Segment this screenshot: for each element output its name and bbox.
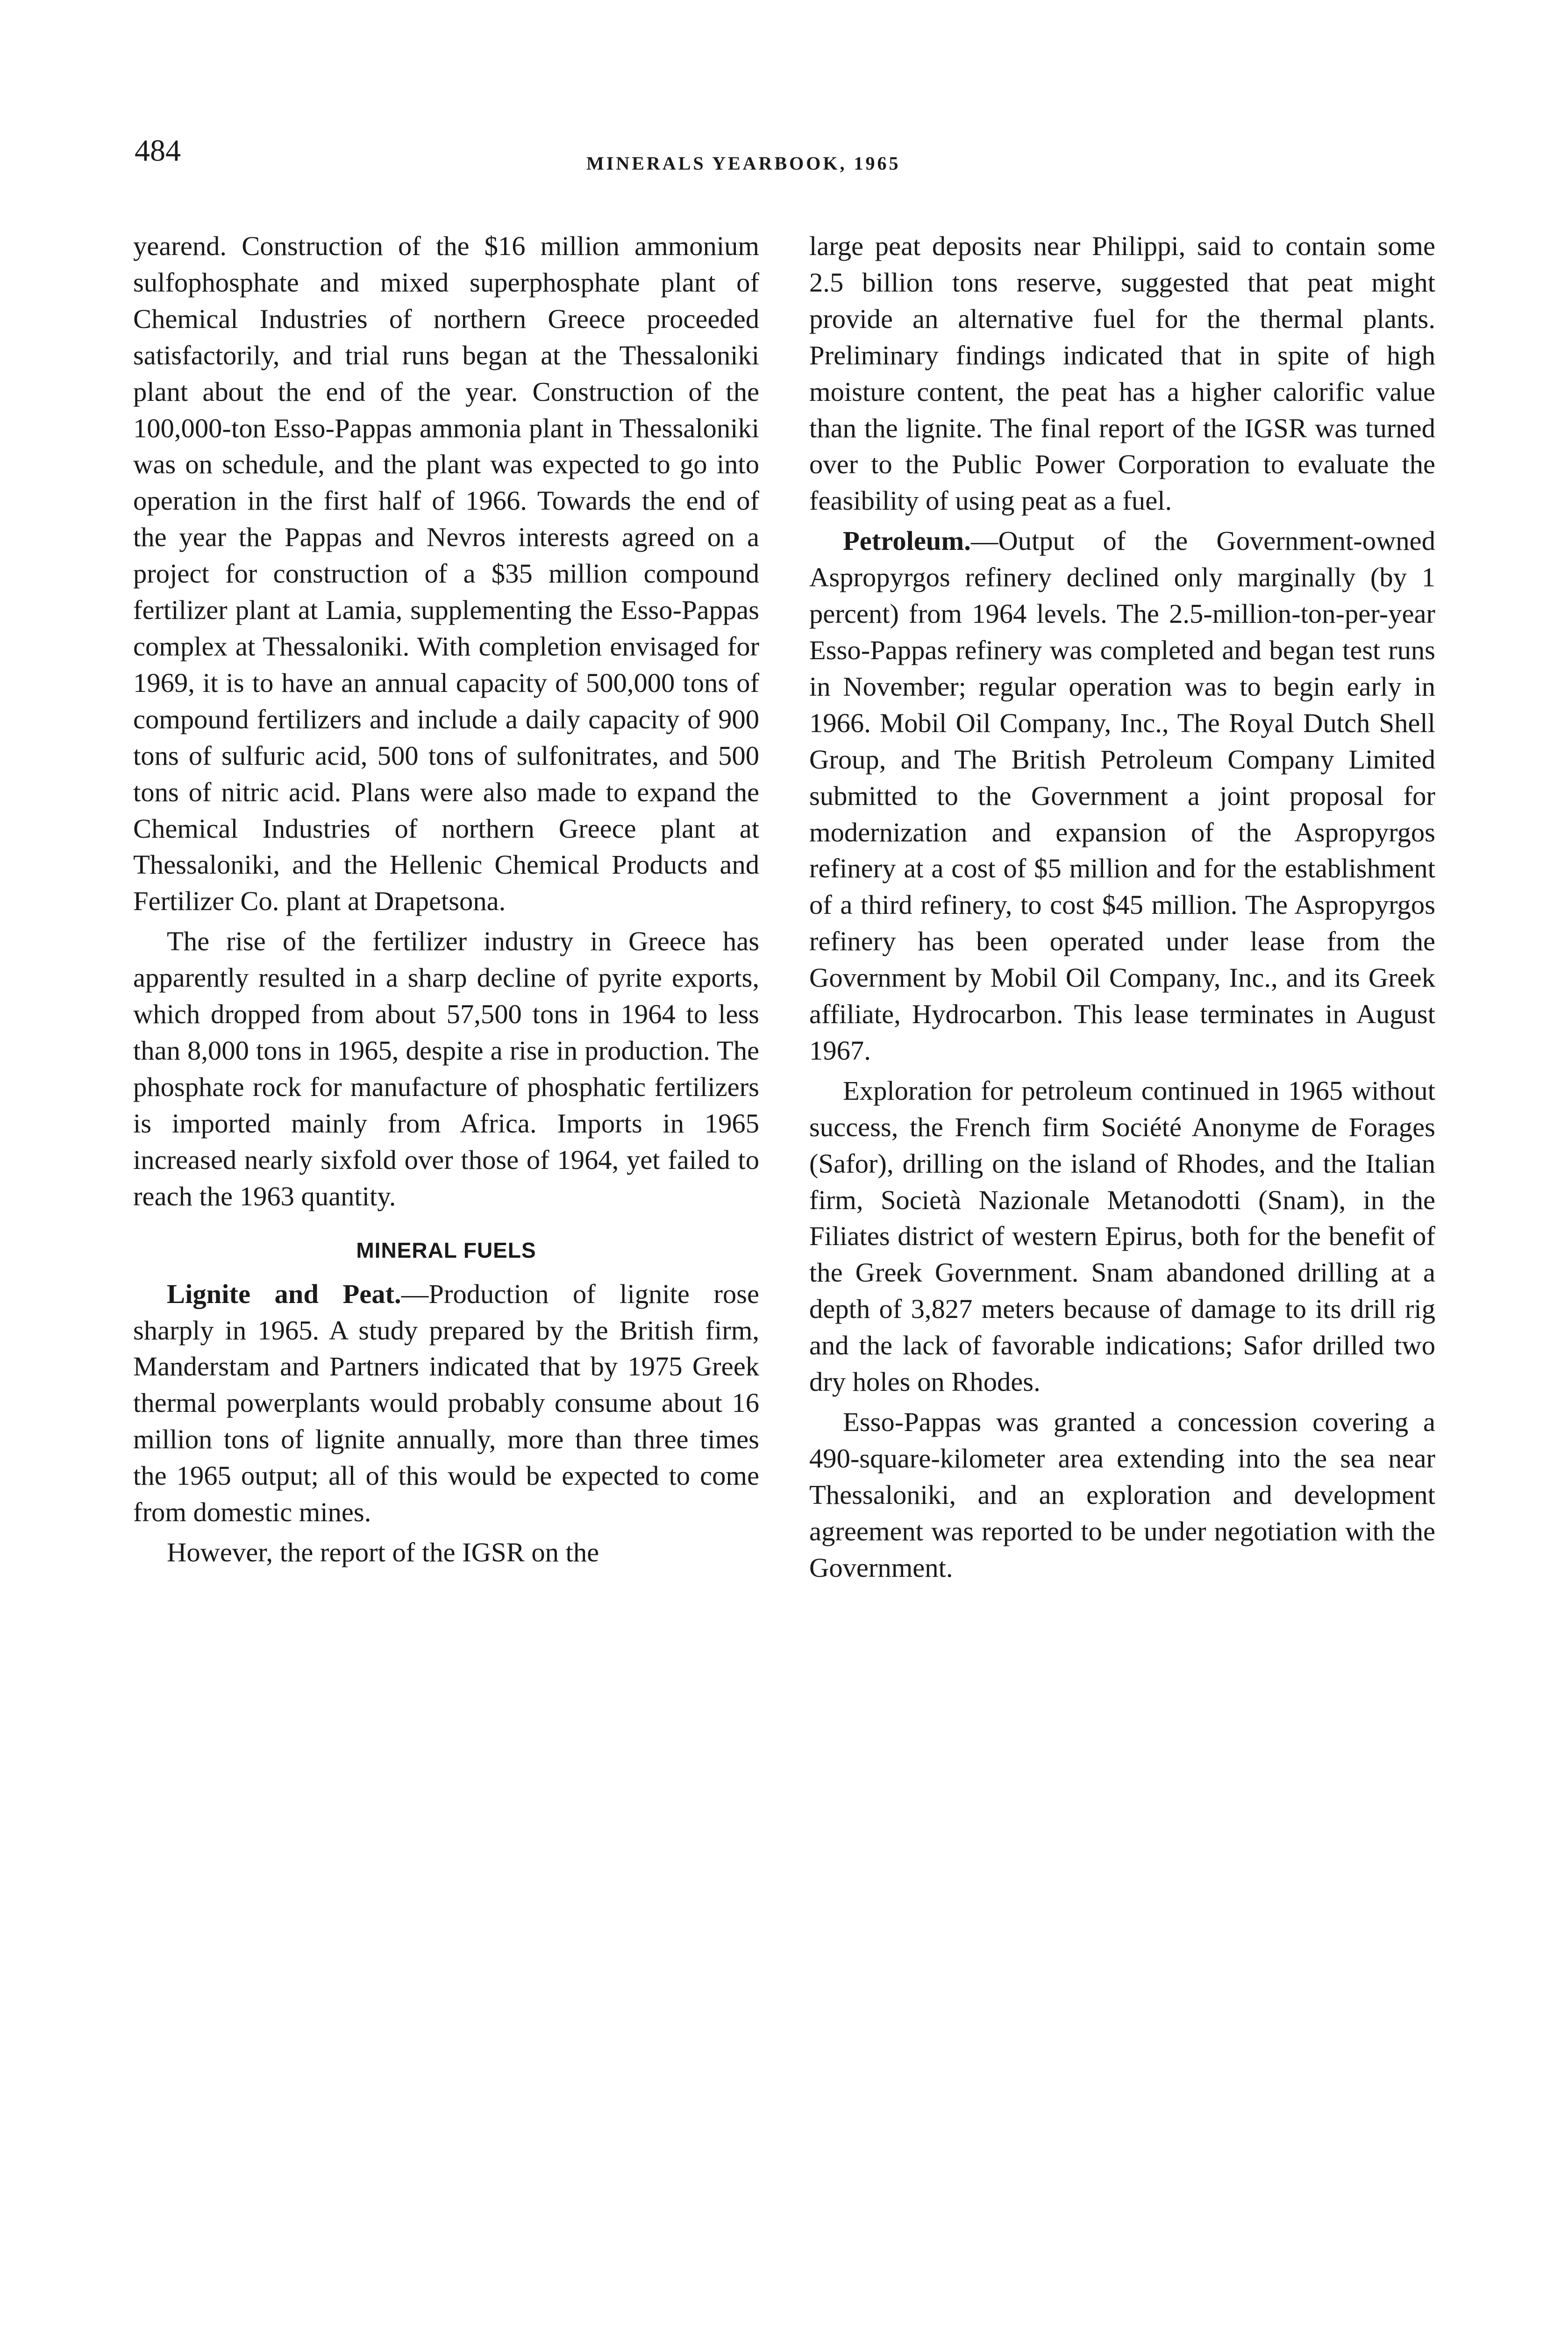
paragraph-esso-pappas-concession: Esso-Pappas was granted a concession covering a 490-square-kilometer area extending into the sea near Thessaloniki, and an exploration and development agreement was reported to be under negotiation with the Government. (809, 1407, 1435, 1583)
right-column (809, 228, 1435, 1586)
paragraph-petroleum-body: —Output of the Government-owned Aspropyrgos refinery declined only marginally (by 1 percent) from 1964 levels. The 2.5-million-ton-per-year Esso-Pappas refinery was completed and began test runs in November; regular operation was to begin early in 1966. Mobil Oil Company, Inc., The Royal Dutch Shell Group, and The British Petroleum Company Limited submitted to the Government a joint proposal for modernization and expansion of the Aspropyrgos refinery at a cost of $5 million and for the establishment of a third refinery, to cost $45 million. The Aspropyrgos refinery has been operated under lease from the Government by Mobil Oil Company, Inc., and its Greek affiliate, Hydrocarbon. This lease terminates in August 1967. (809, 526, 1435, 1066)
paragraph-petroleum (809, 523, 1435, 1069)
paragraph-peat-deposits: large peat deposits near Philippi, said to contain some 2.5 billion tons reserve, suggested that peat might provide an alternative fuel for the thermal plants. Preliminary findings indicated that in spite of high moisture content, the peat has a higher calorific value than the lignite. The final report of the IGSR was turned over to the Public Power Corporation to evaluate the feasibility of using peat as a fuel. (809, 231, 1435, 516)
run-in-heading-lignite-peat: Lignite and Peat. (167, 1278, 401, 1309)
section-heading-mineral-fuels: MINERAL FUELS (356, 1238, 536, 1263)
paragraph-fertilizer-plants: yearend. Construction of the $16 million ammonium sulfophosphate and mixed superphosphate plant of Chemical Industries of northern Greece proceeded satisfactorily, and trial runs began at the Thessaloniki plant about the end of the year. Construction of the 100,000-ton Esso-Pappas ammonia plant in Thessaloniki was on schedule, and the plant was expected to go into operation in the first half of 1966. Towards the end of the year the Pappas and Nevros interests agreed on a project for construction of a $35 million compound fertilizer plant at Lamia, supplementing the Esso-Pappas complex at Thessaloniki. With completion envisaged for 1969, it is to have an annual capacity of 500,000 tons of compound fertilizers and include a daily capacity of 900 tons of sulfuric acid, 500 tons of sulfonitrates, and 500 tons of nitric acid. Plans were also made to expand the Chemical Industries of northern Greece plant at Thessaloniki, and the Hellenic Chemical Products and Fertilizer Co. plant at Drapetsona. (133, 231, 759, 917)
page-number: 484 (135, 134, 181, 168)
run-in-heading-petroleum: Petroleum. (843, 526, 971, 556)
paragraph-lignite-peat (133, 1276, 759, 1531)
paragraph-pyrite-exports: The rise of the fertilizer industry in Greece has apparently resulted in a sharp decline of pyrite exports, which dropped from about 57,500 tons in 1964 to less than 8,000 tons in 1965, despite a rise in production. The phosphate rock for manufacture of phosphatic fertilizers is imported mainly from Africa. Imports in 1965 increased nearly sixfold over those of 1964, yet failed to reach the 1963 quantity. (133, 926, 759, 1211)
left-column (133, 228, 759, 1571)
paragraph-lignite-peat-body: —Production of lignite rose sharply in 1965. A study prepared by the British firm, Manderstam and Partners indicated that by 1975 Greek thermal powerplants would probably consume about 16 million tons of lignite annually, more than three times the 1965 output; all of this would be expected to come from domestic mines. (133, 1278, 759, 1528)
paragraph-igsr-report: However, the report of the IGSR on the (167, 1537, 599, 1567)
running-head: MINERALS YEARBOOK, 1965 (586, 153, 901, 174)
paragraph-exploration: Exploration for petroleum continued in 1965 without success, the French firm Société Anonyme de Forages (Safor), drilling on the island of Rhodes, and the Italian firm, Società Nazionale Metanodotti (Snam), in the Filiates district of western Epirus, both for the benefit of the Greek Government. Snam abandoned drilling at a depth of 3,827 meters because of damage to its drill rig and the lack of favorable indications; Safor drilled two dry holes on Rhodes. (809, 1075, 1435, 1397)
